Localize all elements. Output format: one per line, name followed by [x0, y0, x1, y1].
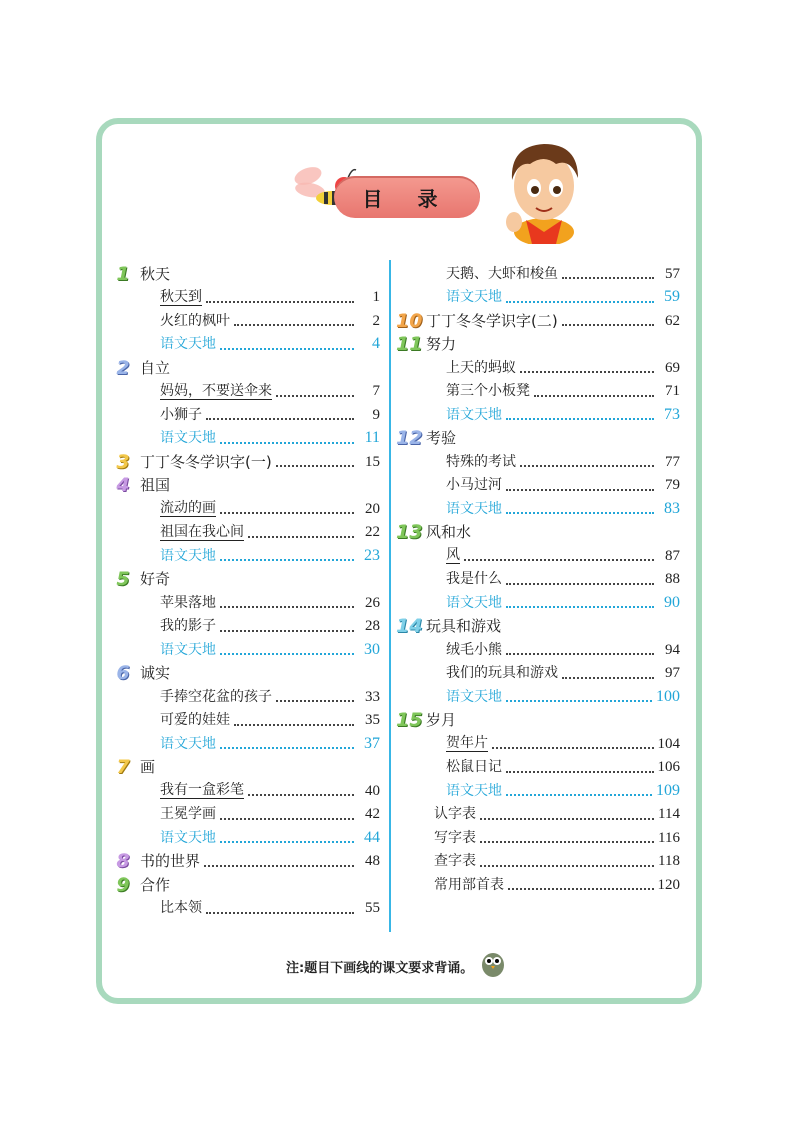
toc-row[interactable] — [396, 709, 680, 733]
toc-row[interactable] — [396, 803, 680, 827]
unit-number: 5 — [116, 568, 130, 591]
lesson-title: 手捧空花盆的孩子 — [160, 688, 272, 705]
toc-row[interactable] — [396, 521, 680, 545]
page-number: 116 — [658, 829, 680, 846]
lesson-title: 妈妈，不要送伞来 — [160, 382, 272, 399]
page-number: 1 — [372, 289, 380, 306]
toc-row[interactable] — [110, 450, 380, 474]
page-number: 114 — [658, 806, 680, 823]
lesson-title: 苹果落地 — [160, 594, 216, 611]
review-title: 语文天地 — [160, 430, 216, 447]
footer-note: 注:题目下画线的课文要求背诵。 — [286, 961, 474, 976]
unit-number: 7 — [116, 756, 130, 779]
page-number: 2 — [372, 312, 380, 329]
toc-row[interactable] — [396, 873, 680, 897]
unit-title: 祖国 — [140, 476, 171, 495]
boy-mascot-icon — [500, 136, 588, 244]
toc-row[interactable] — [396, 638, 680, 662]
lesson-title: 贺年片 — [446, 735, 488, 752]
page-number: 59 — [664, 288, 680, 306]
leader-dots — [220, 558, 354, 561]
leader-dots — [506, 699, 652, 702]
leader-dots — [276, 699, 354, 702]
toc-row[interactable] — [110, 638, 380, 662]
toc-row[interactable] — [110, 803, 380, 827]
leader-dots — [506, 770, 654, 773]
page-number: 94 — [665, 641, 680, 658]
unit-title: 画 — [140, 758, 156, 777]
toc-row[interactable] — [396, 356, 680, 380]
lesson-title: 我们的玩具和游戏 — [446, 665, 558, 682]
toc-row[interactable] — [110, 897, 380, 921]
page-number: 90 — [664, 593, 680, 611]
lesson-title: 流动的画 — [160, 500, 216, 517]
review-title: 语文天地 — [160, 641, 216, 658]
page-number: 120 — [657, 876, 680, 893]
leader-dots — [480, 864, 654, 867]
page-number: 9 — [372, 406, 380, 423]
unit-number: 15 — [396, 709, 423, 732]
toc-row[interactable] — [396, 380, 680, 404]
owl-icon — [480, 948, 506, 978]
review-title: 语文天地 — [446, 500, 502, 517]
lesson-title: 祖国在我心间 — [160, 523, 244, 540]
lesson-title: 绒毛小熊 — [446, 641, 502, 658]
leader-dots — [506, 300, 654, 303]
unit-number: 13 — [396, 521, 423, 544]
toc-row[interactable] — [396, 427, 680, 451]
page-number: 44 — [364, 828, 380, 846]
page-number: 20 — [365, 500, 380, 517]
leader-dots — [492, 746, 654, 749]
toc-row[interactable] — [110, 427, 380, 451]
leader-dots — [276, 464, 354, 467]
toc-row[interactable] — [396, 286, 680, 310]
page-number: 55 — [365, 900, 380, 917]
toc-row[interactable] — [396, 403, 680, 427]
leader-dots — [480, 840, 654, 843]
toc-row[interactable] — [110, 873, 380, 897]
toc-row[interactable] — [110, 709, 380, 733]
leader-dots — [234, 723, 354, 726]
unit-number: 8 — [116, 850, 130, 873]
leader-dots — [480, 817, 654, 820]
lesson-title: 可爱的娃娃 — [160, 712, 230, 729]
toc-row[interactable] — [110, 615, 380, 639]
toc-row[interactable] — [110, 380, 380, 404]
lesson-title: 小马过河 — [446, 477, 502, 494]
page-number: 28 — [365, 618, 380, 635]
toc-row[interactable] — [396, 662, 680, 686]
page-number: 104 — [657, 735, 680, 752]
page-number: 7 — [372, 383, 380, 400]
leader-dots — [220, 347, 354, 350]
leader-dots — [562, 323, 654, 326]
page-number: 37 — [364, 734, 380, 752]
leader-dots — [506, 511, 654, 514]
lesson-title: 天鹅、大虾和梭鱼 — [446, 265, 558, 282]
unit-title: 丁丁冬冬学识字(二) — [426, 311, 558, 330]
lesson-title: 比本领 — [160, 900, 202, 917]
leader-dots — [220, 652, 354, 655]
page-number: 22 — [365, 524, 380, 541]
leader-dots — [206, 417, 354, 420]
unit-title: 好奇 — [140, 570, 171, 589]
toc-row[interactable] — [110, 521, 380, 545]
page-number: 30 — [364, 640, 380, 658]
leader-dots — [206, 300, 354, 303]
page-number: 26 — [365, 594, 380, 611]
unit-number: 12 — [396, 427, 423, 450]
leader-dots — [506, 652, 654, 655]
toc-row[interactable] — [396, 474, 680, 498]
toc-row[interactable] — [396, 309, 680, 333]
lesson-title: 小狮子 — [160, 406, 202, 423]
leader-dots — [204, 864, 354, 867]
page-number: 83 — [664, 499, 680, 517]
toc-row[interactable] — [110, 403, 380, 427]
toc-left-column — [110, 262, 380, 920]
review-title: 语文天地 — [446, 406, 502, 423]
lesson-title: 第三个小板凳 — [446, 383, 530, 400]
review-title: 语文天地 — [160, 735, 216, 752]
toc-right-column — [396, 262, 680, 897]
unit-title: 努力 — [426, 335, 457, 354]
page-number: 106 — [657, 759, 680, 776]
toc-row[interactable] — [396, 262, 680, 286]
page-number: 77 — [665, 453, 680, 470]
lesson-title: 秋天到 — [160, 288, 202, 305]
page-number: 87 — [665, 547, 680, 564]
page-number: 73 — [664, 405, 680, 423]
toc-row[interactable] — [110, 756, 380, 780]
leader-dots — [220, 629, 354, 632]
toc-row[interactable] — [396, 544, 680, 568]
review-title: 语文天地 — [160, 336, 216, 353]
page-number: 100 — [656, 687, 680, 705]
page-number: 42 — [365, 806, 380, 823]
page-number: 71 — [665, 383, 680, 400]
page-number: 97 — [665, 665, 680, 682]
page-title: 目 录 — [334, 176, 480, 218]
unit-title: 秋天 — [140, 264, 171, 283]
toc-row[interactable] — [110, 568, 380, 592]
leader-dots — [464, 558, 654, 561]
toc-row[interactable] — [110, 850, 380, 874]
lesson-title: 查字表 — [434, 853, 476, 870]
leader-dots — [248, 535, 354, 538]
lesson-title: 我有一盒彩笔 — [160, 782, 244, 799]
column-divider — [389, 260, 391, 932]
leader-dots — [220, 746, 354, 749]
toc-row[interactable] — [110, 544, 380, 568]
leader-dots — [506, 488, 654, 491]
unit-title: 丁丁冬冬学识字(一) — [140, 452, 272, 471]
unit-title: 风和水 — [426, 523, 472, 542]
review-title: 语文天地 — [446, 289, 502, 306]
lesson-title: 我是什么 — [446, 571, 502, 588]
page-number: 40 — [365, 782, 380, 799]
lesson-title: 火红的枫叶 — [160, 312, 230, 329]
lesson-title: 风 — [446, 547, 460, 564]
toc-row[interactable] — [110, 286, 380, 310]
unit-number: 1 — [116, 262, 130, 285]
toc-row[interactable] — [110, 474, 380, 498]
leader-dots — [534, 394, 654, 397]
toc-row[interactable] — [396, 568, 680, 592]
toc-row[interactable] — [396, 450, 680, 474]
leader-dots — [506, 417, 654, 420]
toc-row[interactable] — [110, 779, 380, 803]
page-number: 118 — [658, 853, 680, 870]
unit-number: 11 — [396, 333, 423, 356]
leader-dots — [506, 582, 654, 585]
leader-dots — [220, 511, 354, 514]
leader-dots — [520, 370, 654, 373]
unit-title: 书的世界 — [140, 852, 201, 871]
unit-number: 3 — [116, 450, 130, 473]
lesson-title: 上天的蚂蚁 — [446, 359, 516, 376]
leader-dots — [520, 464, 654, 467]
page-number: 23 — [364, 546, 380, 564]
leader-dots — [508, 887, 654, 890]
page-number: 109 — [656, 781, 680, 799]
toc-row[interactable] — [396, 732, 680, 756]
unit-title: 考验 — [426, 429, 457, 448]
toc-row[interactable] — [396, 756, 680, 780]
page-number: 35 — [365, 712, 380, 729]
toc-row[interactable] — [396, 685, 680, 709]
toc-row[interactable] — [396, 850, 680, 874]
leader-dots — [562, 276, 654, 279]
toc-row[interactable] — [110, 826, 380, 850]
lesson-title: 松鼠日记 — [446, 759, 502, 776]
unit-title: 玩具和游戏 — [426, 617, 502, 636]
review-title: 语文天地 — [446, 782, 502, 799]
leader-dots — [506, 605, 654, 608]
toc-row[interactable] — [110, 591, 380, 615]
toc-row[interactable] — [110, 662, 380, 686]
leader-dots — [562, 676, 654, 679]
page-number: 62 — [665, 312, 680, 329]
unit-title: 自立 — [140, 358, 171, 377]
unit-number: 9 — [116, 873, 130, 896]
lesson-title: 特殊的考试 — [446, 453, 516, 470]
toc-row[interactable] — [110, 732, 380, 756]
lesson-title: 常用部首表 — [434, 876, 504, 893]
leader-dots — [234, 323, 354, 326]
toc-row[interactable] — [110, 262, 380, 286]
leader-dots — [220, 605, 354, 608]
page-number: 48 — [365, 853, 380, 870]
leader-dots — [248, 793, 354, 796]
unit-number: 10 — [396, 309, 423, 332]
page-number: 15 — [365, 453, 380, 470]
page-number: 69 — [665, 359, 680, 376]
lesson-title: 认字表 — [434, 806, 476, 823]
review-title: 语文天地 — [446, 688, 502, 705]
unit-title: 岁月 — [426, 711, 457, 730]
leader-dots — [276, 394, 354, 397]
toc-row[interactable] — [396, 826, 680, 850]
toc-row[interactable] — [396, 333, 680, 357]
toc-row[interactable] — [110, 685, 380, 709]
lesson-title: 写字表 — [434, 829, 476, 846]
toc-row[interactable] — [110, 497, 380, 521]
page-number: 11 — [364, 429, 380, 447]
leader-dots — [220, 817, 354, 820]
lesson-title: 王冕学画 — [160, 806, 216, 823]
lesson-title: 我的影子 — [160, 618, 216, 635]
unit-number: 14 — [396, 615, 423, 638]
unit-number: 6 — [116, 662, 130, 685]
toc-row[interactable] — [396, 497, 680, 521]
leader-dots — [220, 441, 354, 444]
toc-row[interactable] — [110, 309, 380, 333]
toc-row[interactable] — [110, 333, 380, 357]
toc-row[interactable] — [396, 591, 680, 615]
leader-dots — [506, 793, 652, 796]
toc-row[interactable] — [396, 615, 680, 639]
page-number: 79 — [665, 477, 680, 494]
page-number: 57 — [665, 265, 680, 282]
leader-dots — [220, 840, 354, 843]
unit-number: 4 — [116, 474, 130, 497]
page-number: 4 — [372, 335, 380, 353]
leader-dots — [206, 911, 354, 914]
review-title: 语文天地 — [160, 547, 216, 564]
toc-row[interactable] — [396, 779, 680, 803]
review-title: 语文天地 — [446, 594, 502, 611]
unit-number: 2 — [116, 356, 130, 379]
review-title: 语文天地 — [160, 829, 216, 846]
unit-title: 合作 — [140, 875, 171, 894]
unit-title: 诚实 — [140, 664, 171, 683]
toc-row[interactable] — [110, 356, 380, 380]
page-number: 33 — [365, 688, 380, 705]
page-number: 88 — [665, 571, 680, 588]
